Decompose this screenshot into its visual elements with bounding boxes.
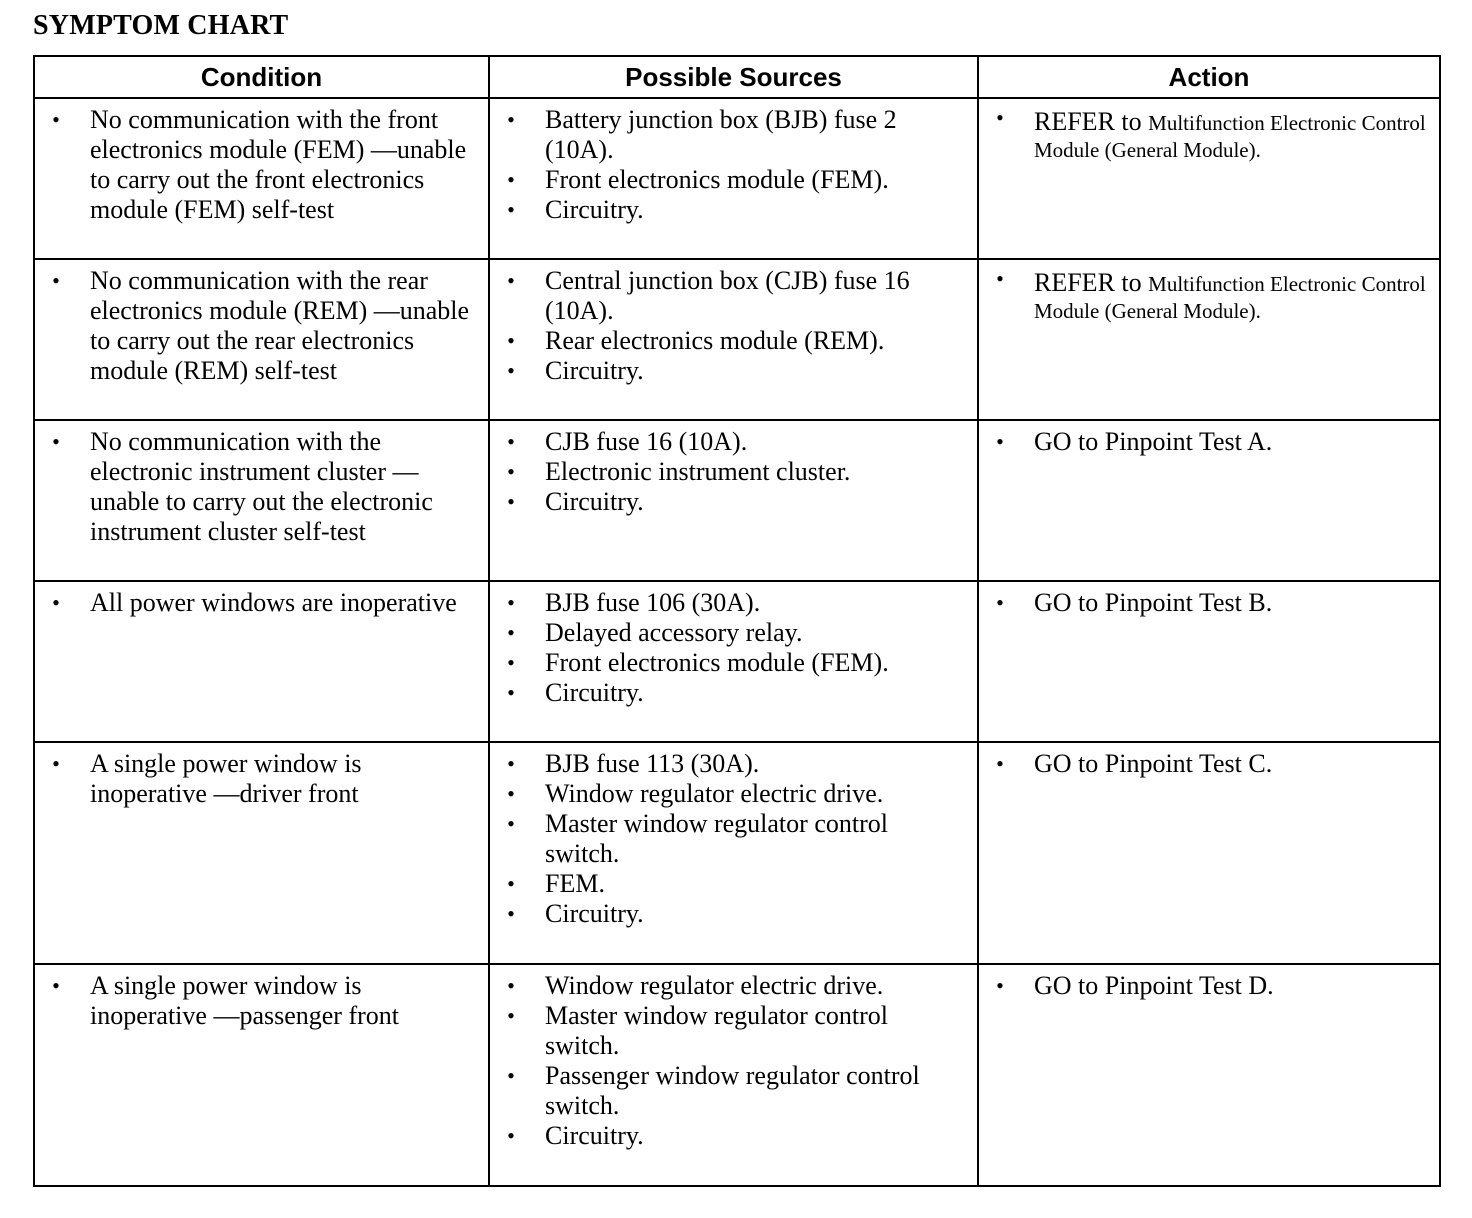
source-item <box>504 588 967 618</box>
condition-text: A single power window is inoperative —passenger front <box>90 971 400 1030</box>
bullet-icon: • <box>507 268 515 293</box>
bullet-icon: • <box>507 781 515 806</box>
source-text: Front electronics module (FEM). <box>545 648 889 677</box>
bullet-icon: • <box>507 650 515 675</box>
bullet-icon: • <box>507 811 515 836</box>
action-item <box>993 971 1429 1001</box>
action-cell <box>978 420 1440 581</box>
condition-cell <box>34 964 489 1186</box>
source-item <box>504 427 967 457</box>
bullet-icon: • <box>507 590 515 615</box>
source-item <box>504 195 967 225</box>
table-row <box>34 259 1440 420</box>
source-item <box>504 105 967 165</box>
source-item <box>504 1001 967 1061</box>
bullet-icon: • <box>52 429 60 454</box>
bullet-icon: • <box>52 590 60 615</box>
source-text: Window regulator electric drive. <box>545 779 884 808</box>
source-text: Circuitry. <box>545 356 644 385</box>
action-cell <box>978 742 1440 964</box>
source-item <box>504 326 967 356</box>
column-header-possible-sources: Possible Sources <box>489 56 978 98</box>
source-item <box>504 618 967 648</box>
table-row <box>34 964 1440 1186</box>
column-header-action: Action <box>978 56 1440 98</box>
source-text: Circuitry. <box>545 899 644 928</box>
sources-cell <box>489 581 978 742</box>
action-item <box>993 427 1429 457</box>
action-reference-text: Multifunction Electronic Control Module (General Module). <box>1034 111 1426 162</box>
condition-cell <box>34 420 489 581</box>
condition-item <box>49 105 478 225</box>
action-text: GO to Pinpoint Test C. <box>1034 749 1273 778</box>
bullet-icon: • <box>507 1063 515 1088</box>
bullet-icon: • <box>507 489 515 514</box>
source-item <box>504 457 967 487</box>
action-cell <box>978 964 1440 1186</box>
action-cell <box>978 259 1440 420</box>
source-text: Circuitry. <box>545 1121 644 1150</box>
bullet-icon: • <box>507 751 515 776</box>
source-item <box>504 487 967 517</box>
bullet-icon: • <box>507 197 515 222</box>
bullet-icon: • <box>52 268 60 293</box>
source-text: Master window regulator control switch. <box>545 809 888 868</box>
source-text: Circuitry. <box>545 195 644 224</box>
source-text: Battery junction box (BJB) fuse 2 (10A). <box>545 105 897 164</box>
table-row <box>34 420 1440 581</box>
source-item <box>504 971 967 1001</box>
condition-text: No communication with the rear electronics module (REM) —unable to carry out the rear electronics module (REM) self-test <box>90 266 470 385</box>
condition-text: All power windows are inoperative <box>90 588 457 617</box>
action-cell <box>978 98 1440 259</box>
page-title: SYMPTOM CHART <box>33 10 289 41</box>
source-text: Rear electronics module (REM). <box>545 326 885 355</box>
source-text: CJB fuse 16 (10A). <box>545 427 748 456</box>
condition-item <box>49 749 478 809</box>
action-reference-text: Multifunction Electronic Control Module (General Module). <box>1034 272 1426 323</box>
table-row <box>34 742 1440 964</box>
action-text: GO to Pinpoint Test B. <box>1034 588 1273 617</box>
action-item <box>993 588 1429 618</box>
source-item <box>504 356 967 386</box>
source-item <box>504 779 967 809</box>
source-text: BJB fuse 113 (30A). <box>545 749 760 778</box>
table-row <box>34 581 1440 742</box>
source-text: Front electronics module (FEM). <box>545 165 889 194</box>
source-item <box>504 899 967 929</box>
bullet-icon: • <box>507 1003 515 1028</box>
bullet-icon: • <box>507 871 515 896</box>
bullet-icon: • <box>507 328 515 353</box>
source-text: BJB fuse 106 (30A). <box>545 588 761 617</box>
bullet-icon: • <box>507 459 515 484</box>
sources-cell <box>489 964 978 1186</box>
bullet-icon: • <box>507 429 515 454</box>
bullet-icon: • <box>996 590 1004 615</box>
source-text: Window regulator electric drive. <box>545 971 884 1000</box>
sources-cell <box>489 98 978 259</box>
condition-item <box>49 266 478 386</box>
source-text: Circuitry. <box>545 678 644 707</box>
bullet-icon: • <box>507 1123 515 1148</box>
bullet-icon: • <box>996 266 1004 291</box>
source-item <box>504 678 967 708</box>
action-item <box>993 266 1429 324</box>
action-text: GO to Pinpoint Test A. <box>1034 427 1273 456</box>
sources-cell <box>489 742 978 964</box>
bullet-icon: • <box>507 107 515 132</box>
source-text: Passenger window regulator control switch. <box>545 1061 920 1120</box>
bullet-icon: • <box>507 680 515 705</box>
bullet-icon: • <box>996 973 1004 998</box>
condition-item <box>49 588 478 618</box>
condition-cell <box>34 259 489 420</box>
condition-item <box>49 427 478 547</box>
symptom-chart-table <box>33 55 1441 1187</box>
table-row <box>34 98 1440 259</box>
bullet-icon: • <box>52 751 60 776</box>
bullet-icon: • <box>996 751 1004 776</box>
column-header-condition: Condition <box>34 56 489 98</box>
condition-cell <box>34 98 489 259</box>
source-text: Delayed accessory relay. <box>545 618 803 647</box>
action-cell <box>978 581 1440 742</box>
source-text: Master window regulator control switch. <box>545 1001 888 1060</box>
source-text: Electronic instrument cluster. <box>545 457 851 486</box>
bullet-icon: • <box>507 620 515 645</box>
condition-text: No communication with the electronic instrument cluster —unable to carry out the electronic instrument cluster self-test <box>90 427 433 546</box>
source-item <box>504 266 967 326</box>
source-text: Central junction box (CJB) fuse 16 (10A). <box>545 266 910 325</box>
bullet-icon: • <box>996 429 1004 454</box>
source-item <box>504 869 967 899</box>
source-item <box>504 648 967 678</box>
action-prefix: REFER to <box>1034 268 1142 297</box>
bullet-icon: • <box>507 358 515 383</box>
action-item <box>993 105 1429 163</box>
source-item <box>504 809 967 869</box>
bullet-icon: • <box>52 973 60 998</box>
source-item <box>504 1121 967 1151</box>
bullet-icon: • <box>507 167 515 192</box>
bullet-icon: • <box>507 973 515 998</box>
action-item <box>993 749 1429 779</box>
source-item <box>504 749 967 779</box>
bullet-icon: • <box>996 105 1004 130</box>
condition-text: No communication with the front electronics module (FEM) —unable to carry out the front electronics module (FEM) self-test <box>90 105 467 224</box>
condition-cell <box>34 581 489 742</box>
bullet-icon: • <box>52 107 60 132</box>
sources-cell <box>489 420 978 581</box>
action-prefix: REFER to <box>1034 107 1142 136</box>
condition-text: A single power window is inoperative —driver front <box>90 749 362 808</box>
table-header-row <box>34 56 1440 98</box>
bullet-icon: • <box>507 901 515 926</box>
source-text: FEM. <box>545 869 605 898</box>
source-item <box>504 1061 967 1121</box>
condition-item <box>49 971 478 1031</box>
action-text: GO to Pinpoint Test D. <box>1034 971 1274 1000</box>
sources-cell <box>489 259 978 420</box>
condition-cell <box>34 742 489 964</box>
source-text: Circuitry. <box>545 487 644 516</box>
source-item <box>504 165 967 195</box>
